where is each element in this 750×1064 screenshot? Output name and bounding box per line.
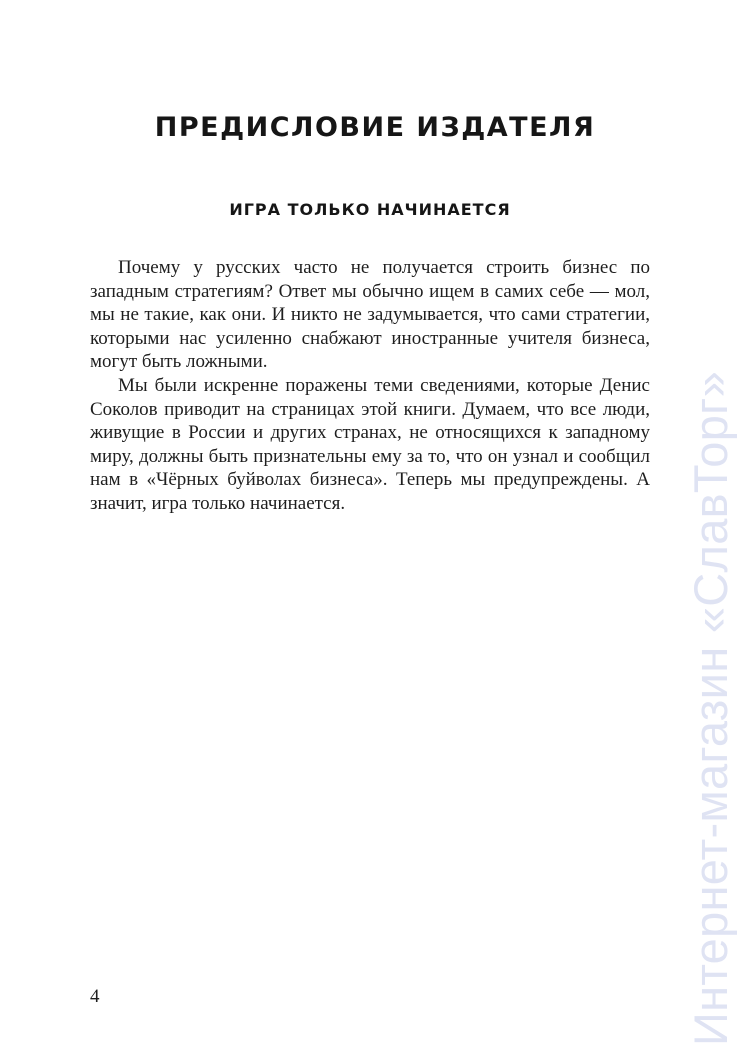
paragraph-1: Почему у русских часто не получается строить бизнес по западным стратегиям? Ответ мы обычно ищем в самих себе — мол, мы не такие, как они. И никто не задумывается, что сами стратегии, которыми нас усиленно снабжают иностранные учителя бизнеса, могут быть ложными. (90, 257, 650, 373)
paragraph-2: Мы были искренне поражены теми сведениями, которые Денис Соколов приводит на страницах этой книги. Думаем, что все люди, живущие в России и других странах, не относящихся к западному миру, должны быть признательны ему за то, что он узнал и сообщил нам в «Чёрных буйволах бизнеса». Теперь мы предупреждены. А значит, игра только начинается. (90, 374, 650, 514)
page-title: ПРЕДИСЛОВИЕ ИЗДАТЕЛЯ (154, 112, 596, 143)
page-number: 4 (90, 986, 100, 1007)
section-subtitle: ИГРА ТОЛЬКО НАЧИНАЕТСЯ (229, 200, 511, 219)
watermark: Интернет-магазин «СлавТорг» (684, 370, 737, 1046)
body-text (90, 256, 650, 516)
